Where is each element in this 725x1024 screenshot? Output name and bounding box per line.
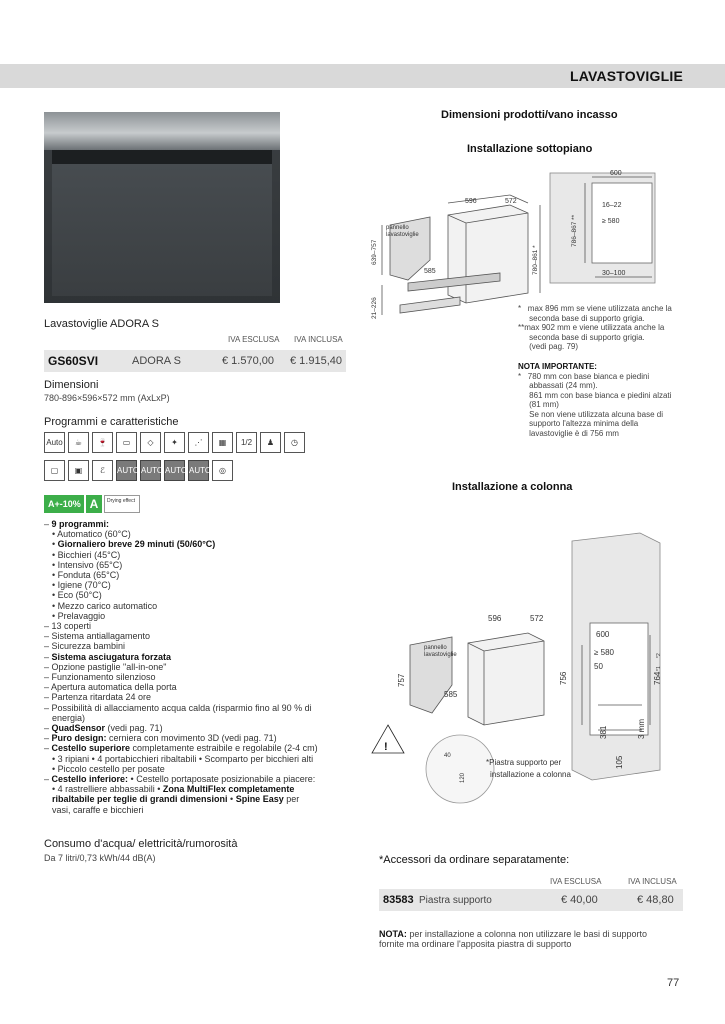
price-row (44, 350, 346, 372)
important-note-line: Se non viene utilizzata alcuna base di (518, 409, 663, 419)
bottom-note (379, 929, 689, 949)
panel-label-2: lavastoviglie (386, 232, 419, 238)
feature-list-item: – Puro design: cerniera con movimento 3D (vedi pag. 71) (44, 733, 277, 744)
feature-list-item: • Mezzo carico automatico (52, 600, 158, 611)
undercounter-title: Installazione sottopiano (467, 143, 593, 155)
col-dim-596: 596 (488, 614, 502, 623)
feature-list-item: – 9 programmi: (44, 519, 110, 529)
panel-label-2b: lavastoviglie (424, 652, 457, 658)
drying-effect-label: Drying effect (104, 495, 140, 513)
feature-icon: ◎ (212, 460, 233, 481)
feature-icon: ▢ (44, 460, 65, 481)
detail-circle (426, 735, 494, 803)
feature-icon: ♟ (260, 432, 281, 453)
feature-list-item: • Automatico (60°C) (52, 529, 131, 540)
consumption-value: Da 7 litri/0,73 kWh/44 dB(A) (44, 853, 156, 863)
important-note-line: * 780 mm con base bianca e piedini (518, 371, 650, 381)
column-note-2: installazione a colonna (490, 770, 571, 779)
important-note-line: lavastoviglie è di 756 mm (518, 428, 619, 438)
col-dim-585: 585 (444, 690, 458, 699)
price-excl: € 1.570,00 (222, 355, 274, 367)
feature-list-item: – Cestello inferiore: • Cestello portaposate posizionabile a piacere: (44, 774, 316, 785)
detail-dim-120: 120 (460, 772, 466, 783)
product-photo (44, 112, 280, 303)
feature-list-item: – Apertura automatica della porta (44, 682, 177, 693)
bottom-note-label: NOTA: (379, 929, 407, 939)
col-dim-580: ≥ 580 (594, 648, 614, 657)
feature-icon: ▣ (68, 460, 89, 481)
warning-icon (372, 725, 404, 753)
feature-list-item: • Fonduta (65°C) (52, 570, 120, 581)
dim-21-226: 21–226 (371, 297, 378, 319)
feature-icon: ◇ (140, 432, 161, 453)
dim-16-22: 16–22 (602, 202, 622, 209)
feature-icon: ✦ (164, 432, 185, 453)
important-note-line: abbassati (24 mm). (518, 381, 598, 390)
cabinet-recess (592, 183, 652, 263)
detail-dim-40: 40 (444, 753, 451, 759)
feature-list-item: – 13 coperti (44, 621, 92, 632)
dim-572: 572 (505, 198, 517, 205)
photo-racks (44, 112, 280, 150)
col-dim-381: 381 (599, 725, 608, 739)
diagram-note-line: seconda base di supporto grigia. (518, 332, 645, 342)
important-note-line: (81 mm) (518, 400, 559, 409)
feature-list-item: • Eco (50°C) (52, 590, 102, 601)
feature-list-item: • Igiene (70°C) (52, 580, 111, 591)
dim-580: ≥ 580 (602, 218, 620, 225)
column-install-title: Installazione a colonna (452, 481, 573, 493)
bottom-note-line1: per installazione a colonna non utilizzare le basi di supporto (406, 929, 647, 939)
col-dim-105: 105 (615, 755, 624, 769)
page-number: 77 (667, 977, 680, 989)
feature-list-item: • Giornaliero breve 29 minuti (50/60°C) (52, 539, 216, 550)
photo-control-panel (52, 150, 272, 164)
undercounter-diagram (360, 165, 685, 325)
feature-list-item: • Prelavaggio (52, 610, 106, 621)
feature-icon: ℰ (92, 460, 113, 481)
feature-list-item: • 3 ripiani • 4 portabicchieri ribaltabili • Scomparto per bicchieri alti (52, 753, 314, 764)
dim-786-867: 786–867 ** (571, 214, 578, 247)
dim-600: 600 (610, 170, 622, 177)
feature-list-item: – Sistema antiallagamento (44, 631, 151, 642)
dimensions-heading: Dimensioni (44, 379, 99, 391)
col-dim-3mm: 3 mm (637, 719, 646, 739)
feature-list-item: – Sicurezza bambini (44, 641, 126, 652)
bottom-note-line2: fornite ma ordinare l'apposita piastra di supporto (379, 939, 572, 949)
price-header-excl: IVA ESCLUSA (228, 335, 280, 344)
feature-list-item: – Cestello superiore completamente estraibile e regolabile (2-4 cm) (44, 743, 318, 754)
acc-header-excl: IVA ESCLUSA (550, 877, 602, 886)
page-title: LAVASTOVIGLIE (569, 68, 683, 84)
important-note-line: 861 mm con base bianca e piedini alzati (518, 390, 672, 400)
product-code: GS60SVI (48, 354, 99, 368)
feature-list-item: energia) (52, 712, 86, 723)
accessory-price-incl: € 48,80 (637, 894, 674, 906)
col-dim-764-sup2: *2 (656, 653, 662, 658)
diagram-notes (518, 304, 688, 352)
important-note (518, 362, 688, 438)
feature-list-item: – Sistema asciugatura forzata (44, 651, 172, 662)
programs-heading: Programmi e caratteristiche (44, 416, 179, 428)
feature-list-item: – Opzione pastiglie "all-in-one" (44, 661, 167, 672)
feature-icon: ⋰ (188, 432, 209, 453)
accessory-code: 83583 (383, 894, 414, 906)
feature-list-item: vasi, caraffe e bicchieri (52, 804, 144, 815)
feature-list-item: • Bicchieri (45°C) (52, 549, 121, 560)
col-dim-50: 50 (594, 662, 603, 671)
energy-class-badge: A+-10% (44, 495, 84, 513)
column-recess (590, 623, 648, 735)
feature-icon: ▭ (116, 432, 137, 453)
dim-780-861: 780–861 * (532, 245, 539, 275)
accessory-row (379, 889, 683, 911)
feature-list-item: • Piccolo cestello per posate (52, 763, 165, 774)
dim-639-757: 639–757 (371, 239, 378, 265)
col-dim-756: 756 (559, 671, 568, 685)
panel-label-1: pannello (386, 225, 409, 231)
column-diagram (360, 525, 685, 815)
col-dim-764: 764 (653, 671, 662, 685)
diagram-note-line: (vedi pag. 79) (518, 342, 579, 351)
accessory-name: Piastra supporto (419, 895, 492, 906)
product-name: ADORA S (132, 355, 181, 367)
col-dim-764-sup1: *1 (656, 666, 662, 671)
important-note-title: NOTA IMPORTANTE: (518, 362, 597, 371)
accessories-title: *Accessori da ordinare separatamente: (379, 854, 570, 866)
dim-30-100: 30–100 (602, 270, 626, 277)
feature-icon: ◷ (284, 432, 305, 453)
column-note-1: *Piastra supporto per (486, 758, 562, 767)
diagram-note-line: **max 902 mm e viene utilizzata anche la (518, 323, 665, 332)
important-note-lines (518, 372, 688, 439)
feature-icon: ▦ (212, 432, 233, 453)
diagram-note-line: * max 896 mm se viene utilizzata anche la (518, 304, 672, 313)
base-plate (400, 297, 460, 313)
feature-list-item: ribaltabile per teglie di grandi dimensioni • Spine Easy per (52, 794, 300, 805)
consumption-heading: Consumo d'acqua/ elettricità/rumorosità (44, 838, 238, 850)
feature-icon: 1/2 (236, 432, 257, 453)
acc-header-incl: IVA INCLUSA (628, 877, 677, 886)
dimensions-title: Dimensioni prodotti/vano incasso (441, 109, 618, 121)
dim-585: 585 (424, 268, 436, 275)
col-dim-572: 572 (530, 614, 544, 623)
panel-label-2a: pannello (424, 645, 447, 651)
price-incl: € 1.915,40 (290, 355, 342, 367)
feature-icon: AUTO (140, 460, 161, 481)
col-dim-600: 600 (596, 630, 610, 639)
feature-icon: AUTO (188, 460, 209, 481)
feature-list-item: – QuadSensor (vedi pag. 71) (44, 723, 163, 734)
dimensions-value: 780-896×596×572 mm (AxLxP) (44, 393, 170, 403)
feature-list-item: • Intensivo (65°C) (52, 559, 123, 570)
feature-list-item: – Partenza ritardata 24 ore (44, 692, 152, 703)
important-note-line: supporto l'altezza minima della (518, 419, 639, 428)
dim-596: 596 (465, 198, 477, 205)
feature-list-item: – Possibilità di allacciamento acqua calda (risparmio fino al 90 % di (44, 702, 312, 713)
feature-icon: ☕ (68, 432, 89, 453)
feature-icon: AUTO K/C (116, 460, 137, 481)
col-dim-757: 757 (397, 673, 406, 687)
product-title: Lavastoviglie ADORA S (44, 318, 159, 330)
feature-icon: AUTO (164, 460, 185, 481)
price-header-incl: IVA INCLUSA (294, 335, 343, 344)
feature-list-item: – Funzionamento silenzioso (44, 672, 156, 683)
feature-icon: Auto (44, 432, 65, 453)
feature-list-item: • 4 rastrelliere abbassabili • Zona MultiFlex completamente (52, 784, 295, 795)
diagram-note-line: seconda base di supporto grigia. (518, 313, 645, 323)
photo-door (52, 164, 272, 296)
feature-list (44, 519, 346, 815)
drying-class-badge: A (86, 495, 102, 513)
warning-exclamation: ! (384, 741, 388, 753)
dishwasher-box-2 (468, 633, 544, 725)
feature-icon: 🍷 (92, 432, 113, 453)
accessory-price-excl: € 40,00 (561, 894, 598, 906)
